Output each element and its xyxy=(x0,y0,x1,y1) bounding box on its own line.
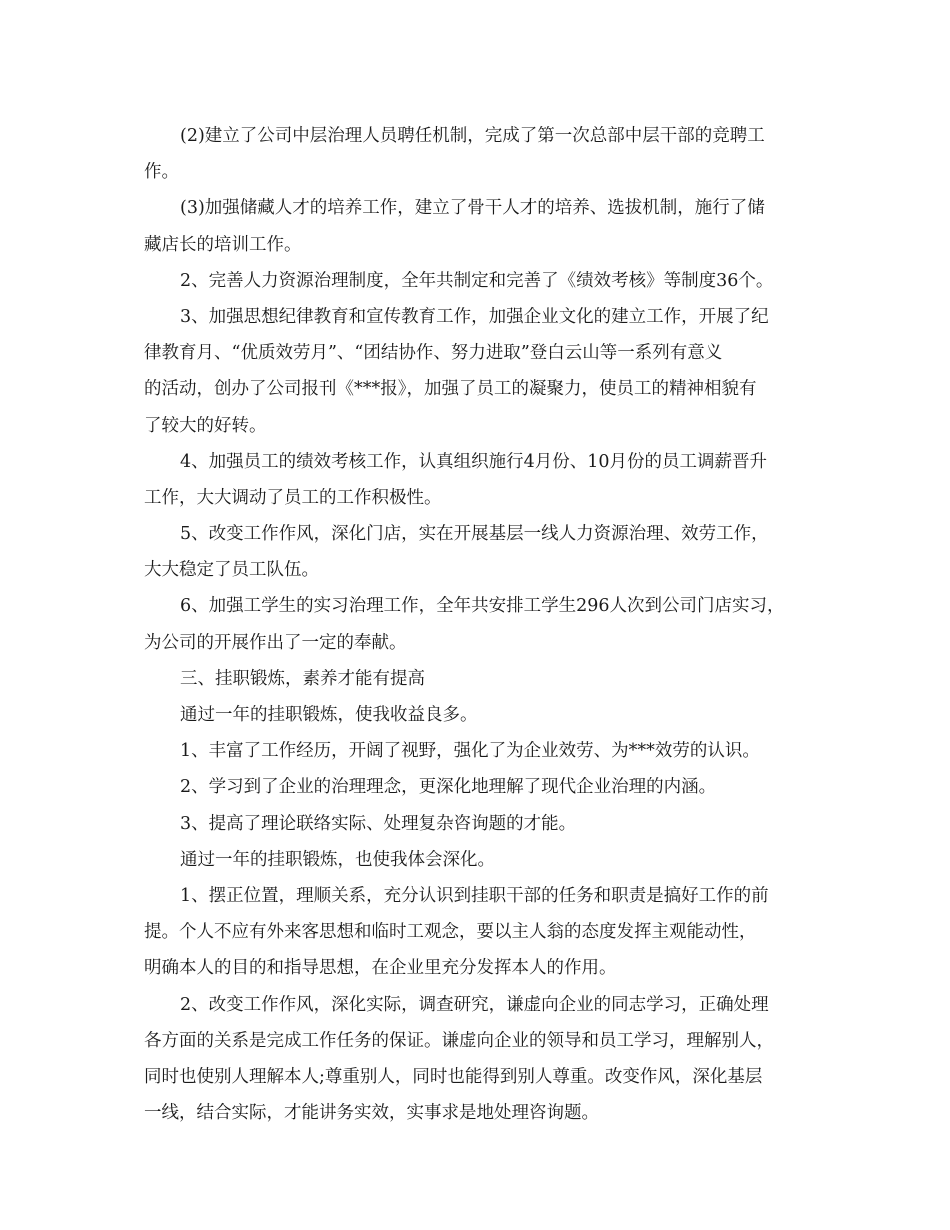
document-line: 藏店长的培训工作。 xyxy=(144,234,302,255)
document-line: 1、丰富了工作经历，开阔了视野，强化了为企业效劳、为***效劳的认识。 xyxy=(180,741,760,762)
document-line: 3、提高了理论联络实际、处理复杂咨询题的才能。 xyxy=(180,813,577,834)
document-body xyxy=(144,118,814,1131)
document-line: 各方面的关系是完成工作任务的保证。谦虚向企业的领导和员工学习，理解别人， xyxy=(144,1030,774,1051)
document-line: 了较大的好转。 xyxy=(144,415,267,436)
document-line: 明确本人的目的和指导思想，在企业里充分发挥本人的作用。 xyxy=(144,958,617,979)
document-line: 5、改变工作作风，深化门店，实在开展基层一线人力资源治理、效劳工作， xyxy=(180,524,769,545)
document-line: 2、完善人力资源治理制度，全年共制定和完善了《绩效考核》等制度36个。 xyxy=(180,270,774,291)
document-line: 作。 xyxy=(144,162,179,183)
document-line: 的活动，创办了公司报刊《***报》，加强了员工的凝聚力，使员工的精神相貌有 xyxy=(144,379,757,400)
document-line: 律教育月、“优质效劳月”、“团结协作、努力进取”登白云山等一系列有意义 xyxy=(144,343,723,364)
document-line: 为公司的开展作出了一定的奉献。 xyxy=(144,632,407,653)
document-line: (3)加强储藏人才的培养工作，建立了骨干人才的培养、选拔机制，施行了储 xyxy=(180,198,765,219)
document-line: 2、改变工作作风，深化实际，调查研究，谦虚向企业的同志学习，正确处理 xyxy=(180,994,769,1015)
document-line: 通过一年的挂职锻炼，使我收益良多。 xyxy=(180,705,478,725)
document-line: 3、加强思想纪律教育和宣传教育工作，加强企业文化的建立工作，开展了纪 xyxy=(180,306,769,327)
document-line: 6、加强工学生的实习治理工作，全年共安排工学生296人次到公司门店实习， xyxy=(180,596,785,617)
document-line: 同时也使别人理解本人;尊重别人，同时也能得到别人尊重。改变作风，深化基层 xyxy=(144,1066,763,1087)
document-line: 一线，结合实际，才能讲务实效，实事求是地处理咨询题。 xyxy=(144,1103,599,1124)
document-line: 1、摆正位置，理顺关系，充分认识到挂职干部的任务和职责是搞好工作的前 xyxy=(180,885,769,906)
document-line: 4、加强员工的绩效考核工作，认真组织施行4月份、10月份的员工调薪晋升 xyxy=(180,451,768,472)
document-line: 三、挂职锻炼，素养才能有提高 xyxy=(180,668,425,689)
document-line: (2)建立了公司中层治理人员聘任机制，完成了第一次总部中层干部的竞聘工 xyxy=(180,126,765,146)
document-line: 工作，大大调动了员工的工作积极性。 xyxy=(144,487,442,508)
document-line: 2、学习到了企业的治理理念，更深化地理解了现代企业治理的内涵。 xyxy=(180,777,717,798)
document-line: 提。个人不应有外来客思想和临时工观念，要以主人翁的态度发挥主观能动性， xyxy=(144,922,757,943)
document-line: 大大稳定了员工队伍。 xyxy=(144,560,319,581)
document-line: 通过一年的挂职锻炼，也使我体会深化。 xyxy=(180,849,495,870)
